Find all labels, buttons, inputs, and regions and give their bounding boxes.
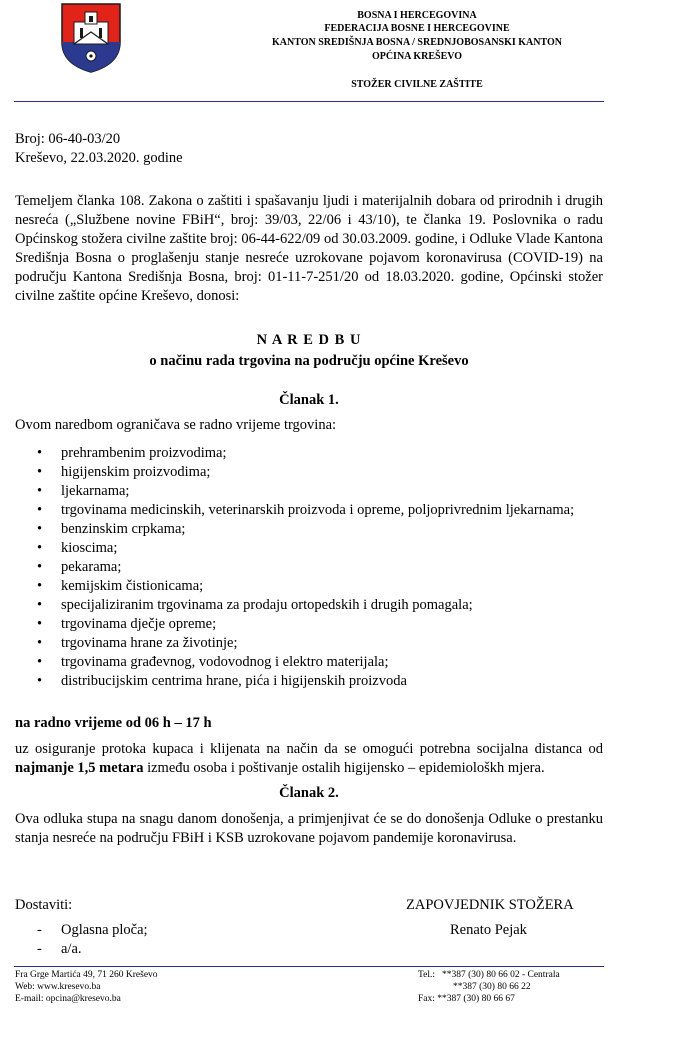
- article-2-paragraph: Ova odluka stupa na snagu danom donošenja, a primjenjivat će se do donošenja Odluke o prestanku stanja nesreće na području FBiH i KSB uzrokovane pojavom pandemije koronavirusa.: [15, 811, 603, 846]
- article-1-heading: Članak 1.: [279, 392, 339, 408]
- bullet-icon: •: [37, 673, 43, 689]
- bullet-icon: •: [37, 521, 43, 537]
- reference-number: Broj: 06-40-03/20: [15, 131, 121, 147]
- delivery-label: Dostaviti:: [15, 897, 73, 913]
- footer-web: Web: www.kresevo.ba: [15, 982, 101, 992]
- bullet-icon: •: [37, 597, 43, 613]
- bullet-icon: •: [37, 635, 43, 651]
- signature-role: ZAPOVJEDNIK STOŽERA: [406, 897, 574, 913]
- bullet-icon: •: [37, 578, 43, 594]
- condition-paragraph: uz osiguranje protoka kupaca i klijenata na način da se omogući potrebna socijalna distanca od najmanje 1,5 metara između osoba i poštivanje ostalih higijensko – epidemiološkh mjera.: [15, 741, 603, 776]
- list-item: • kioscima;: [37, 540, 118, 556]
- header-canton: KANTON SREDIŠNJA BOSNA / SREDNJOBOSANSKI KANTON: [272, 37, 562, 48]
- document-title: N A R E D B U: [256, 332, 362, 348]
- bullet-icon: •: [37, 464, 43, 480]
- list-item: • distribucijskim centrima hrane, pića i higijenskih proizvoda: [37, 673, 407, 689]
- delivery-list: [15, 921, 315, 959]
- footer-tel-1: **387 (30) 80 66 02 - Centrala: [442, 970, 560, 980]
- bullet-icon: •: [37, 654, 43, 670]
- bullet-icon: •: [37, 483, 43, 499]
- working-hours: na radno vrijeme od 06 h – 17 h: [15, 715, 212, 731]
- list-item: • trgovinama hrane za životinje;: [37, 635, 238, 651]
- list-item: • higijenskim proizvodima;: [37, 464, 211, 480]
- header-divider: [14, 101, 604, 102]
- header-department: STOŽER CIVILNE ZAŠTITE: [351, 79, 483, 90]
- footer-tel-label: Tel.:: [418, 970, 436, 980]
- header-country: BOSNA I HERCEGOVINA: [357, 10, 477, 21]
- list-item: • trgovinama građevnog, vodovodnog i elektro materijala;: [37, 654, 389, 670]
- municipality-coat-of-arms-logo: [60, 2, 122, 74]
- reference-place-date: Kreševo, 22.03.2020. godine: [15, 150, 183, 166]
- footer-tel-2: **387 (30) 80 66 22: [453, 982, 531, 992]
- footer-fax: Fax: **387 (30) 80 66 67: [418, 994, 515, 1004]
- article-1-intro: Ovom naredbom ograničava se radno vrijeme trgovina:: [15, 417, 337, 433]
- list-item: • trgovinama medicinskih, veterinarskih proizvoda i opreme, poljoprivrednim ljekarnama;: [37, 502, 575, 518]
- list-item: • pekarama;: [37, 559, 122, 575]
- bullet-icon: •: [37, 559, 43, 575]
- bullet-icon: •: [37, 616, 43, 632]
- list-item: • ljekarnama;: [37, 483, 130, 499]
- footer-divider: [14, 966, 604, 967]
- list-item: • kemijskim čistionicama;: [37, 578, 204, 594]
- list-item: - Oglasna ploča;: [37, 922, 148, 938]
- dash-icon: -: [37, 922, 42, 938]
- dash-icon: -: [37, 941, 42, 957]
- header-federation: FEDERACIJA BOSNE I HERCEGOVINE: [324, 23, 510, 34]
- shop-type-list: [15, 444, 603, 691]
- list-item: • specijaliziranim trgovinama za prodaju ortopedskih i drugih pomagala;: [37, 597, 473, 613]
- list-item: - a/a.: [37, 941, 82, 957]
- list-item: • benzinskim crpkama;: [37, 521, 186, 537]
- distance-emphasis: najmanje 1,5 metara: [15, 760, 144, 776]
- list-item: • prehrambenim proizvodima;: [37, 445, 227, 461]
- header-municipality: OPĆINA KREŠEVO: [371, 51, 463, 62]
- list-item: • trgovinama dječje opreme;: [37, 616, 217, 632]
- signature-name: Renato Pejak: [450, 922, 527, 938]
- bullet-icon: •: [37, 502, 43, 518]
- footer-address: Fra Grge Martića 49, 71 260 Kreševo: [15, 970, 158, 980]
- bullet-icon: •: [37, 445, 43, 461]
- footer-email: E-mail: opcina@kresevo.ba: [15, 994, 121, 1004]
- bullet-icon: •: [37, 540, 43, 556]
- document-subtitle: o načinu rada trgovina na području općine Kreševo: [149, 353, 469, 369]
- article-2-heading: Članak 2.: [279, 785, 339, 801]
- preamble-paragraph: Temeljem članka 108. Zakona o zaštiti i spašavanju ljudi i materijalnih dobara od prirodnih i drugih nesreća („Službene novine FBiH“, broj: 39/03, 22/06 i 43/10), te članka 19. Poslovnika o radu Općinskog stožera civilne zaštite broj: 06-44-622/09 od 30.03.2009. godine, i Odluke Vlade Kantona Središnja Bosna o proglašenju stanje nesreće uzrokovane pojavom koronavirusa (COVID-19) na području Kantona Središnja Bosna, broj: 01-11-7-251/20 od 18.03.2020. godine, Općinski stožer civilne zaštite općine Kreševo, donosi:: [15, 193, 603, 304]
